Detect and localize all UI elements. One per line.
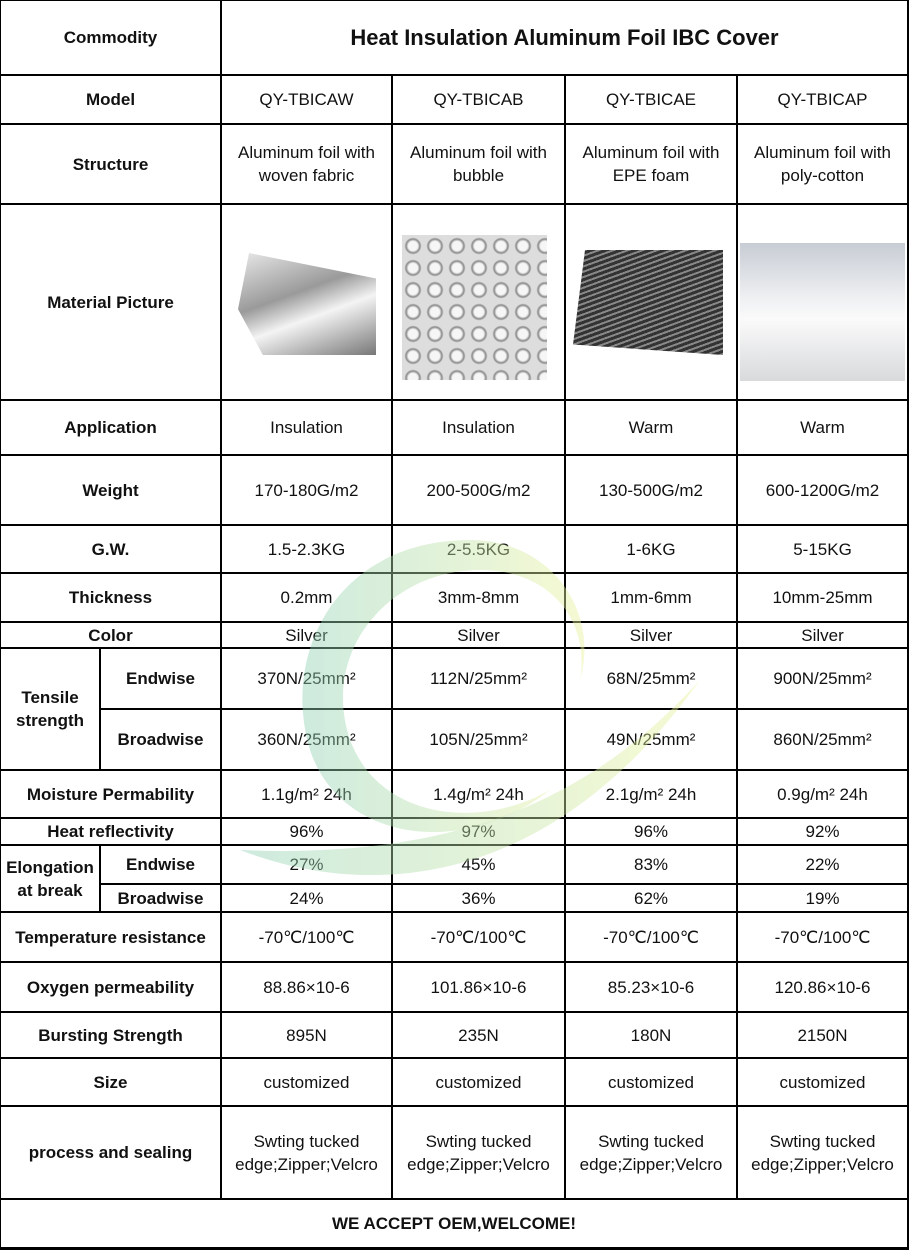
- gw-value: 1.5-2.3KG: [267, 539, 346, 559]
- gw-label: G.W.: [91, 539, 130, 559]
- process-label: process and sealing: [28, 1143, 193, 1162]
- divider: [0, 572, 909, 574]
- divider: [220, 0, 222, 1199]
- application-label: Application: [64, 418, 157, 437]
- structure-label: Structure: [72, 154, 149, 174]
- divider: [0, 524, 909, 526]
- model-value: QY-TBICAB: [433, 90, 524, 109]
- divider: [0, 621, 909, 623]
- poly-cotton-foil-photo: [740, 243, 905, 381]
- model-value: QY-TBICAW: [259, 90, 354, 109]
- tensile-broadwise-value: 49N/25mm²: [606, 730, 696, 749]
- elongation-endwise-value: 22%: [805, 855, 840, 874]
- heat-value: 96%: [289, 822, 324, 841]
- model-label: Model: [85, 90, 136, 109]
- thickness-value: 10mm-25mm: [772, 588, 873, 607]
- oxygen-value: 101.86×10-6: [430, 977, 527, 997]
- heat-value: 97%: [461, 822, 496, 841]
- divider: [0, 961, 909, 963]
- material-picture-label: Material Picture: [47, 292, 174, 312]
- color-value: Silver: [285, 625, 328, 645]
- thickness-label: Thickness: [68, 588, 153, 607]
- bursting-value: 895N: [286, 1025, 327, 1045]
- oxygen-value: 85.23×10-6: [607, 977, 695, 997]
- tensile-strength-label: Tensile strength: [16, 688, 84, 730]
- divider: [0, 911, 909, 913]
- divider: [0, 1011, 909, 1013]
- process-value: Swting tucked edge;Zipper;Velcro: [407, 1131, 550, 1174]
- bursting-value: 235N: [458, 1025, 499, 1045]
- temperature-value: -70℃/100℃: [603, 927, 699, 947]
- divider: [99, 648, 101, 770]
- tensile-broadwise-value: 360N/25mm²: [257, 730, 356, 749]
- elongation-broadwise-value: 62%: [633, 888, 669, 908]
- structure-value: Aluminum foil with EPE foam: [582, 143, 720, 185]
- elongation-endwise-label: Endwise: [126, 855, 195, 874]
- divider: [99, 845, 101, 912]
- color-value: Silver: [629, 625, 673, 645]
- size-value: customized: [779, 1072, 866, 1092]
- tensile-endwise-value: 370N/25mm²: [257, 669, 356, 688]
- elongation-broadwise-value: 36%: [461, 888, 496, 908]
- process-value: Swting tucked edge;Zipper;Velcro: [235, 1131, 378, 1174]
- moisture-value: 1.1g/m² 24h: [261, 784, 352, 804]
- application-value: Warm: [800, 418, 845, 437]
- model-value: QY-TBICAP: [777, 90, 868, 109]
- thickness-value: 0.2mm: [280, 588, 333, 607]
- moisture-value: 0.9g/m² 24h: [777, 784, 868, 804]
- commodity-label: Commodity: [63, 28, 158, 47]
- elongation-broadwise-label: Broadwise: [117, 888, 204, 908]
- process-value: Swting tucked edge;Zipper;Velcro: [579, 1131, 723, 1174]
- elongation-label: Elongation at break: [6, 857, 94, 900]
- tensile-broadwise-label: Broadwise: [117, 730, 204, 749]
- divider: [0, 454, 909, 456]
- temperature-value: -70℃/100℃: [258, 927, 355, 947]
- oxygen-value: 120.86×10-6: [774, 977, 871, 997]
- divider: [0, 1198, 909, 1200]
- temperature-value: -70℃/100℃: [774, 927, 871, 947]
- weight-value: 200-500G/m2: [426, 480, 531, 500]
- structure-value: Aluminum foil with poly-cotton: [754, 143, 891, 185]
- divider: [736, 75, 738, 1199]
- model-value: QY-TBICAE: [605, 90, 697, 109]
- thickness-value: 1mm-6mm: [610, 588, 692, 607]
- elongation-broadwise-value: 19%: [805, 888, 840, 908]
- color-label: Color: [88, 625, 133, 645]
- tensile-endwise-value: 900N/25mm²: [773, 669, 872, 688]
- application-value: Insulation: [270, 418, 343, 437]
- divider: [0, 844, 909, 846]
- color-value: Silver: [801, 625, 844, 645]
- moisture-label: Moisture Permability: [26, 784, 195, 804]
- woven-foil-photo: [238, 253, 376, 355]
- divider: [0, 647, 909, 649]
- bursting-value: 2150N: [797, 1025, 848, 1045]
- divider: [0, 1105, 909, 1107]
- divider: [391, 75, 393, 1199]
- size-value: customized: [263, 1072, 350, 1092]
- divider: [0, 123, 909, 125]
- divider: [0, 0, 909, 1]
- thickness-value: 3mm-8mm: [437, 588, 520, 607]
- structure-value: Aluminum foil with bubble: [410, 143, 547, 185]
- divider: [0, 1057, 909, 1059]
- tensile-endwise-label: Endwise: [126, 669, 195, 688]
- heat-label: Heat reflectivity: [47, 822, 174, 841]
- bubble-foil-photo: [402, 235, 547, 380]
- size-value: customized: [608, 1072, 694, 1092]
- color-value: Silver: [457, 625, 500, 645]
- elongation-endwise-value: 45%: [461, 855, 496, 874]
- epe-foam-foil-photo: [573, 250, 723, 355]
- structure-value: Aluminum foil with woven fabric: [238, 143, 375, 185]
- gw-value: 2-5.5KG: [446, 539, 511, 559]
- tensile-broadwise-value: 860N/25mm²: [773, 730, 872, 749]
- gw-value: 1-6KG: [626, 539, 676, 559]
- size-value: customized: [435, 1072, 522, 1092]
- moisture-value: 2.1g/m² 24h: [605, 784, 697, 804]
- elongation-endwise-value: 83%: [633, 855, 669, 874]
- temperature-value: -70℃/100℃: [430, 927, 527, 947]
- process-value: Swting tucked edge;Zipper;Velcro: [751, 1131, 894, 1174]
- divider: [0, 817, 909, 819]
- size-label: Size: [93, 1072, 128, 1092]
- product-title: Heat Insulation Aluminum Foil IBC Cover: [350, 25, 779, 50]
- bursting-label: Bursting Strength: [38, 1025, 183, 1045]
- divider: [0, 203, 909, 205]
- heat-value: 96%: [633, 822, 669, 841]
- weight-label: Weight: [82, 480, 139, 500]
- divider: [0, 399, 909, 401]
- footer-banner: WE ACCEPT OEM,WELCOME!: [332, 1214, 576, 1233]
- elongation-broadwise-value: 24%: [289, 888, 324, 908]
- tensile-broadwise-value: 105N/25mm²: [429, 730, 528, 749]
- weight-value: 130-500G/m2: [599, 480, 703, 500]
- gw-value: 5-15KG: [793, 539, 852, 559]
- elongation-endwise-value: 27%: [289, 855, 324, 874]
- heat-value: 92%: [805, 822, 840, 841]
- divider: [0, 0, 1, 1249]
- application-value: Warm: [628, 418, 674, 437]
- tensile-endwise-value: 68N/25mm²: [606, 669, 696, 688]
- weight-value: 170-180G/m2: [254, 480, 359, 500]
- temperature-label: Temperature resistance: [15, 927, 206, 947]
- divider: [0, 769, 909, 771]
- moisture-value: 1.4g/m² 24h: [433, 784, 524, 804]
- tensile-endwise-value: 112N/25mm²: [430, 669, 527, 688]
- oxygen-value: 88.86×10-6: [263, 977, 350, 997]
- oxygen-label: Oxygen permeability: [26, 977, 195, 997]
- divider: [564, 75, 566, 1199]
- application-value: Insulation: [442, 418, 515, 437]
- divider: [0, 74, 909, 76]
- weight-value: 600-1200G/m2: [765, 480, 880, 500]
- bursting-value: 180N: [630, 1025, 672, 1045]
